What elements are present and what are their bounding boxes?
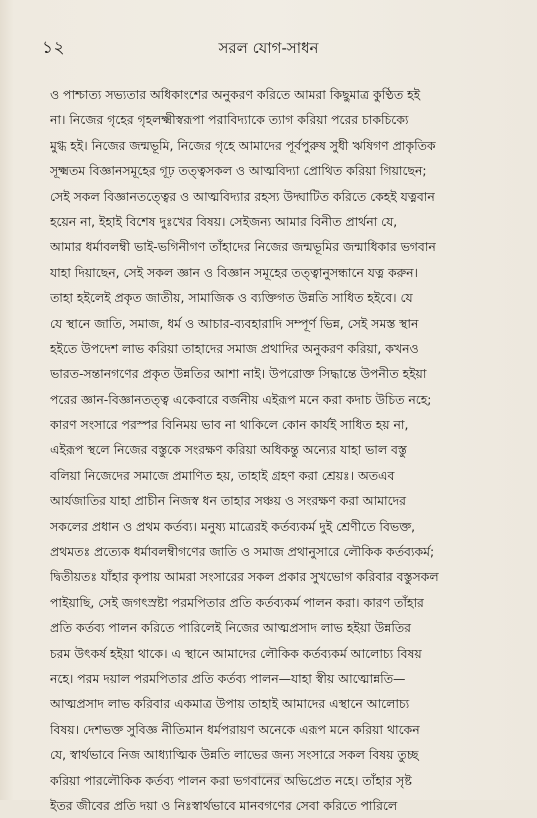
text-line: হয়েন না, ইহাই বিশেষ দুঃখের বিষয়। সেইজন্য আমার বিনীত প্রার্থনা যে, (50, 213, 398, 229)
running-title: সরল যোগ-সাধন (218, 39, 319, 57)
faint-print-mark (255, 773, 283, 779)
text-line: ইতর জীবের প্রতি দয়া ও নিঃস্বার্থভাবে মানবগণের সেবা করিতে পারিলে (50, 797, 398, 813)
text-line: দ্বিতীয়তঃ যাঁহার কৃপায় আমরা সংসারের সকল প্রকার সুখভোগ করিবার বস্তুসকল (50, 569, 439, 585)
text-line: পরের জ্ঞান-বিজ্ঞানতত্ত্ব একেবারে বর্জনীয় এইরূপ মনে করা কদাচ উচিত নহে; (50, 391, 432, 407)
text-line: সেই সকল বিজ্ঞানতত্ত্বের ও আত্মবিদ্যার রহস্য উদ্ঘাটিত করিতে কেহই যত্নবান (50, 188, 435, 204)
text-line: আত্মপ্রসাদ লাভ করিবার একমাত্র উপায় তাহাই আমাদের এস্থানে আলোচ্য (50, 696, 410, 712)
body-text (50, 82, 500, 818)
text-line: বিষয়। দেশভক্ত সুবিজ্ঞ নীতিমান ধর্মপরায়ণ অনেকে এরূপ মনে করিয়া থাকেন (50, 721, 420, 737)
text-line: যে স্থানে জাতি, সমাজ, ধর্ম ও আচার-ব্যবহারাদি সম্পূর্ণ ভিন্ন, সেই সমস্ত স্থান (50, 315, 419, 331)
text-line: ও পাশ্চাত্য সভ্যতার অধিকাংশের অনুকরণ করিতে আমরা কিছুমাত্র কুণ্ঠিত হই (50, 87, 421, 102)
text-line: চরম উৎকর্ষ হইয়া থাকে। এ স্থানে আমাদের লৌকিক কর্তব্যকর্ম আলোচ্য বিষয় (50, 645, 422, 661)
text-line: নহে। পরম দয়াল পরমপিতার প্রতি কর্তব্য পালন—যাহা স্বীয় আত্মোন্নতি— (50, 670, 406, 686)
page-number: ১২ (42, 38, 66, 58)
text-line: বলিয়া নিজেদের সমাজে প্রমাণিত হয়, তাহাই গ্রহণ করা শ্রেয়ঃ। অতএব (50, 467, 395, 483)
text-line: পাইয়াছি, সেই জগৎস্রষ্টা পরমপিতার প্রতি কর্তব্যকর্ম পালন করা। কারণ তাঁহার (50, 594, 424, 610)
text-line: যাহা দিয়াছেন, সেই সকল জ্ঞান ও বিজ্ঞান সমূহের তত্ত্বানুসন্ধানে যত্ন করুন। (50, 264, 418, 280)
text-line: কারণ সংসারে পরস্পর বিনিময় ভাব না থাকিলে কোন কার্যই সাধিত হয় না, (50, 417, 409, 433)
text-line: প্রথমতঃ প্রত্যেক ধর্মাবলম্বীগণের জাতি ও সমাজ প্রথানুসারে লৌকিক কর্তব্যকর্ম; (50, 544, 435, 560)
text-line: সূক্ষ্মতম বিজ্ঞানসমূহের গূঢ় তত্ত্বসকল ও আত্মবিদ্যা প্রোথিত করিয়া গিয়াছেন; (50, 163, 427, 179)
text-line: সকলের প্রধান ও প্রথম কর্তব্য। মনুষ্য মাত্রেরই কর্তব্যকর্ম দুই শ্রেণীতে বিভক্ত, (50, 518, 416, 534)
text-line: ভারত-সন্তানগণের প্রকৃত উন্নতির আশা নাই। উপরোক্ত সিদ্ধান্তে উপনীত হইয়া (50, 366, 427, 382)
text-line: তাহা হইলেই প্রকৃত জাতীয়, সামাজিক ও ব্যক্তিগত উন্নতি সাধিত হইবে। যে (50, 290, 413, 306)
text-line: হইতে উপদেশ লাভ করিয়া তাহাদের সমাজ প্রথাদির অনুকরণ করিয়া, কখনও (50, 340, 419, 356)
text-line: আর্যজাতির যাহা প্রাচীন নিজস্ব ধন তাহার সঞ্চয় ও সংরক্ষণ করা আমাদের (50, 493, 406, 509)
text-line: আমার ধর্মাবলম্বী ভাই-ভগিনীগণ তাঁহাদের নিজের জন্মভূমির জন্মাধিকার ভগবান (50, 239, 436, 255)
text-line: না। নিজের গৃহের গৃহলক্ষ্মীস্বরূপা পরাবিদ্যাকে ত্যাগ করিয়া পরের চাকচিক্যে (50, 112, 409, 128)
text-line: যে, স্বার্থভাবে নিজ আধ্যাত্মিক উন্নতি লাভের জন্য সংসারে সকল বিষয় তুচ্ছ (50, 747, 419, 763)
page-header (0, 36, 537, 60)
text-line: প্রতি কর্তব্য পালন করিতে পারিলেই নিজের আত্মপ্রসাদ লাভ হইয়া উন্নতির (50, 620, 411, 636)
text-line: করিয়া পারলৌকিক কর্তব্য পালন করা ভগবানের অভিপ্রেত নহে। তাঁহার সৃষ্ট (50, 772, 412, 788)
text-line: এইরূপ স্থলে নিজের বস্তুকে সংরক্ষণ করিয়া অধিকন্তু অন্যের যাহা ভাল বস্তু (50, 442, 407, 458)
text-line: মুগ্ধ হই। নিজের জন্মভূমি, নিজের গৃহে আমাদের পূর্বপুরুষ সুধী ঋষিগণ প্রাকৃতিক (50, 137, 436, 153)
